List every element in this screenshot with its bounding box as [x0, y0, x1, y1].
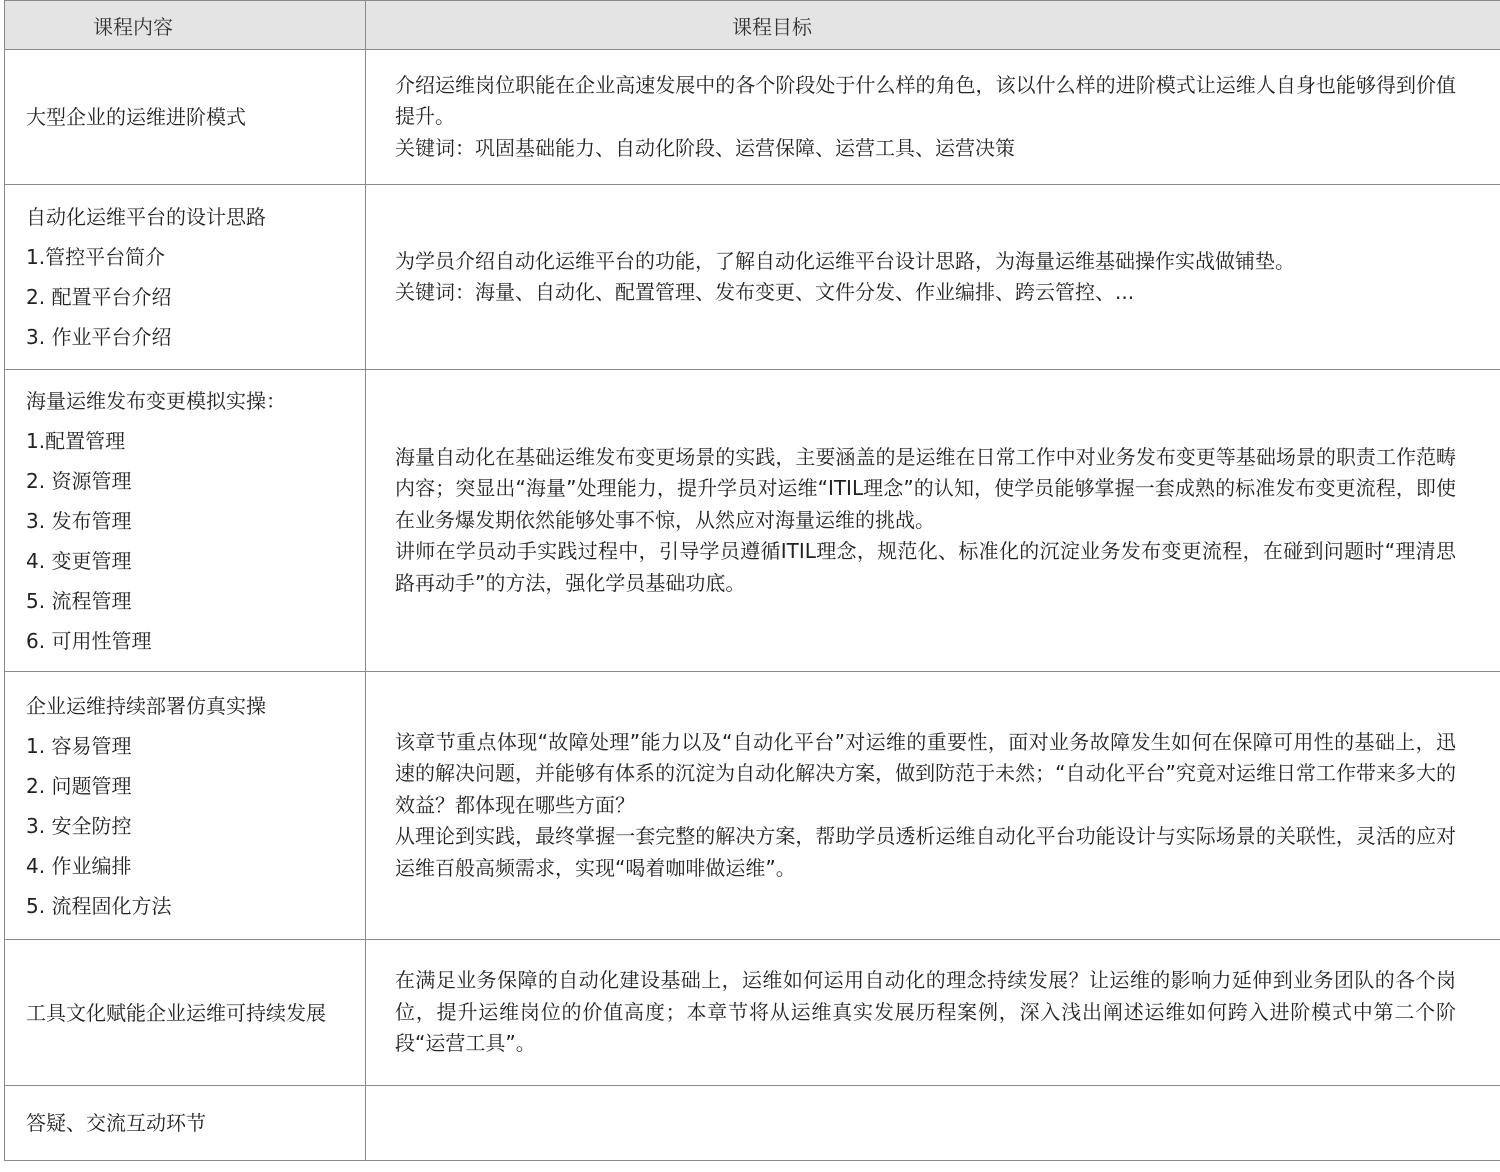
- header-row: [5, 1, 1500, 50]
- course-goal-cell: [366, 940, 1500, 1086]
- course-goal-cell: [366, 672, 1500, 940]
- content-line: 工具文化赋能企业运维可持续发展: [26, 1000, 326, 1025]
- table-row: [5, 940, 1500, 1086]
- course-content-cell: [5, 370, 366, 672]
- goal-paragraph: 为学员介绍自动化运维平台的功能，了解自动化运维平台设计思路，为海量运维基础操作实战做铺垫。: [395, 248, 1295, 273]
- content-line: 1.管控平台简介: [26, 245, 166, 269]
- goal-paragraph: 海量自动化在基础运维发布变更场景的实践，主要涵盖的是运维在日常工作中对业务发布变更等基础场景的职责工作范畴内容；突显出“海量”处理能力，提升学员对运维“ITIL理念”的认知，使学员能够掌握一套成熟的标准发布变更流程，即使在业务爆发期依然能够处事不惊，从然应对海量运维的挑战。: [395, 444, 1456, 532]
- goal-paragraph: 关键词：海量、自动化、配置管理、发布变更、文件分发、作业编排、跨云管控、...: [395, 280, 1135, 304]
- content-line: 答疑、交流互动环节: [26, 1111, 206, 1135]
- content-line: 1.配置管理: [26, 428, 126, 453]
- content-line: 2. 问题管理: [26, 773, 132, 798]
- content-line: 6. 可用性管理: [26, 628, 152, 653]
- table-row: [5, 672, 1500, 940]
- content-line: 3. 发布管理: [26, 508, 132, 533]
- table-row: [5, 1086, 1500, 1161]
- content-line: 2. 配置平台介绍: [26, 285, 172, 309]
- table-row: [5, 185, 1500, 370]
- content-line: 5. 流程管理: [26, 588, 132, 613]
- course-content-cell: [5, 1086, 366, 1161]
- course-goal-cell: [366, 370, 1500, 672]
- goal-paragraph: 该章节重点体现“故障处理”能力以及“自动化平台”对运维的重要性，面对业务故障发生如何在保障可用性的基础上，迅速的解决问题，并能够有体系的沉淀为自动化解决方案，做到防范于未然；“自动化平台”究竟对运维日常工作带来多大的效益？都体现在哪些方面？: [395, 729, 1456, 817]
- table-row: [5, 50, 1500, 185]
- content-line: 1. 容易管理: [26, 733, 132, 758]
- goal-paragraph: 从理论到实践，最终掌握一套完整的解决方案，帮助学员透析运维自动化平台功能设计与实际场景的关联性，灵活的应对运维百般高频需求，实现“喝着咖啡做运维”。: [395, 824, 1456, 880]
- content-line: 3. 安全防控: [26, 813, 132, 838]
- content-line: 3. 作业平台介绍: [26, 325, 172, 349]
- content-line: 大型企业的运维进阶模式: [26, 105, 246, 129]
- course-content-cell: [5, 50, 366, 185]
- course-goal-cell: [366, 50, 1500, 185]
- goal-paragraph: 介绍运维岗位职能在企业高速发展中的各个阶段处于什么样的角色，该以什么样的进阶模式让运维人自身也能够得到价值提升。: [395, 72, 1456, 129]
- header-course-goal: 课程目标: [366, 1, 1500, 50]
- content-line: 自动化运维平台的设计思路: [26, 205, 266, 229]
- content-line: 海量运维发布变更模拟实操：: [26, 388, 286, 413]
- content-line: 2. 资源管理: [26, 468, 132, 493]
- course-goal-cell: [366, 1086, 1500, 1161]
- content-line: 5. 流程固化方法: [26, 893, 172, 918]
- course-goal-cell: [366, 185, 1500, 370]
- header-course-content: 课程内容: [5, 1, 366, 50]
- table-row: [5, 370, 1500, 672]
- goal-paragraph: 在满足业务保障的自动化建设基础上，运维如何运用自动化的理念持续发展？让运维的影响力延伸到业务团队的各个岗位，提升运维岗位的价值高度；本章节将从运维真实发展历程案例，深入浅出阐述运维如何跨入进阶模式中第二个阶段“运营工具”。: [395, 968, 1456, 1056]
- content-line: 4. 作业编排: [26, 853, 132, 878]
- content-line: 4. 变更管理: [26, 548, 132, 573]
- course-content-cell: [5, 940, 366, 1086]
- goal-paragraph: 讲师在学员动手实践过程中，引导学员遵循ITIL理念，规范化、标准化的沉淀业务发布变更流程，在碰到问题时“理清思路再动手”的方法，强化学员基础功底。: [395, 539, 1456, 595]
- content-line: 企业运维持续部署仿真实操: [26, 693, 266, 718]
- goal-paragraph: 关键词：巩固基础能力、自动化阶段、运营保障、运营工具、运营决策: [395, 135, 1015, 160]
- course-table: [4, 0, 1500, 1161]
- course-content-cell: [5, 672, 366, 940]
- course-content-cell: [5, 185, 366, 370]
